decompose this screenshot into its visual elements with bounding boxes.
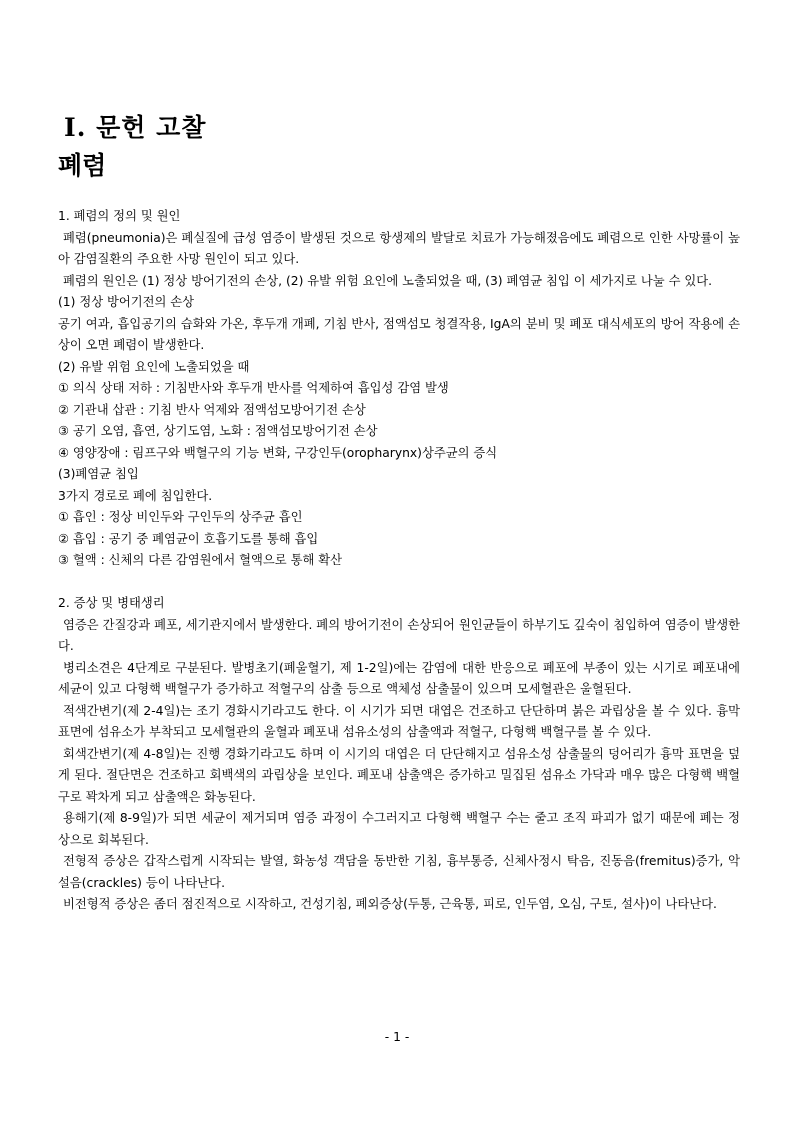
- section2-paragraph: 적색간변기(제 2-4일)는 조기 경화시기라고도 한다. 이 시기가 되면 대엽은 건조하고 단단하며 붉은 과립상을 볼 수 있다. 흉막 표면에 섬유소가 부착되고 모세혈관의 울혈과 폐포내 섬유소성의 삼출액과 적혈구, 다형핵 백혈구를 볼 수 있다.: [58, 703, 740, 739]
- document-body: [58, 206, 740, 916]
- list-item: ① 의식 상태 저하 : 기침반사와 후두개 반사를 억제하여 흡입성 감염 발생: [58, 381, 449, 395]
- list-item: ③ 공기 오염, 흡연, 상기도염, 노화 : 점액섬모방어기전 손상: [58, 424, 378, 438]
- section1-heading: 1. 폐렴의 정의 및 원인: [58, 209, 181, 223]
- subsection1-heading: (1) 정상 방어기전의 손상: [58, 295, 195, 309]
- section2-paragraph: 병리소견은 4단계로 구분된다. 발병초기(폐울혈기, 제 1-2일)에는 감염에 대한 반응으로 폐포에 부종이 있는 시기로 폐포내에 세균이 있고 다형핵 백혈구가 증가하고 적혈구의 삼출 등으로 액체성 삼출물이 있으며 모세혈관은 울혈된다.: [58, 660, 740, 696]
- subsection1-text: 공기 여과, 흡입공기의 습화와 가온, 후두개 개폐, 기침 반사, 점액섬모 청결작용, IgA의 분비 및 폐포 대식세포의 방어 작용에 손상이 오면 폐렴이 발생한다.: [58, 316, 740, 352]
- list-item: ② 기관내 삽관 : 기침 반사 억제와 점액섬모방어기전 손상: [58, 402, 366, 417]
- list-item: ① 흡인 : 정상 비인두와 구인두의 상주균 흡인: [58, 510, 303, 524]
- subsection2-heading: (2) 유발 위험 요인에 노출되었을 때: [58, 359, 250, 374]
- section2-paragraph: 전형적 증상은 갑작스럽게 시작되는 발열, 화농성 객담을 동반한 기침, 흉부통증, 신체사정시 탁음, 진동음(fremitus)증가, 악설음(crackles) 등이 나타난다.: [58, 854, 740, 890]
- section2-heading: 2. 증상 및 병태생리: [58, 596, 165, 610]
- section2-paragraph: 염증은 간질강과 폐포, 세기관지에서 발생한다. 폐의 방어기전이 손상되어 원인균들이 하부기도 깊숙이 침입하여 염증이 발생한다.: [58, 617, 740, 653]
- section-spacer: [58, 572, 740, 594]
- section1-paragraph-1: 폐렴(pneumonia)은 폐실질에 급성 염증이 발생된 것으로 항생제의 발달로 치료가 가능해졌음에도 폐렴으로 인한 사망률이 높아 감염질환의 주요한 사망 원인이 되고 있다.: [58, 230, 740, 266]
- list-item: ② 흡입 : 공기 중 폐염균이 호흡기도를 통해 흡입: [58, 531, 319, 546]
- section2-paragraph: 비전형적 증상은 좀더 점진적으로 시작하고, 건성기침, 폐외증상(두통, 근육통, 피로, 인두염, 오심, 구토, 설사)이 나타난다.: [63, 897, 717, 911]
- list-item: ③ 혈액 : 신체의 다른 감염원에서 혈액으로 통해 확산: [58, 553, 343, 567]
- section2-paragraph: 회색간변기(제 4-8일)는 진행 경화기라고도 하며 이 시기의 대엽은 더 단단해지고 섬유소성 삼출물의 덩어리가 흉막 표면을 덮게 된다. 절단면은 건조하고 회백색의 과립상을 보인다. 폐포내 삼출액은 증가하고 밀집된 섬유소 가닥과 매우 많은 다형핵 백혈구로 꽉차게 되고 삼출액은 화농된다.: [58, 746, 740, 804]
- page-number: - 1 -: [384, 1030, 410, 1044]
- list-item: ④ 영양장애 : 림프구와 백혈구의 기능 변화, 구강인두(oropharynx)상주균의 증식: [58, 445, 498, 460]
- page-subtitle: 폐렴: [58, 151, 107, 180]
- section1-paragraph-2: 폐렴의 원인은 (1) 정상 방어기전의 손상, (2) 유발 위험 요인에 노출되었을 때, (3) 폐염균 침입 이 세가지로 나눌 수 있다.: [63, 273, 713, 288]
- page-title: Ⅰ. 문헌 고찰: [64, 113, 207, 142]
- subsection3-heading: (3)폐염균 침입: [58, 467, 139, 481]
- subsection3-text: 3가지 경로로 폐에 침입한다.: [58, 488, 213, 503]
- section2-paragraph: 용해기(제 8-9일)가 되면 세균이 제거되며 염증 과정이 수그러지고 다형핵 백혈구 수는 줄고 조직 파괴가 없기 때문에 폐는 정상으로 회복된다.: [58, 811, 740, 847]
